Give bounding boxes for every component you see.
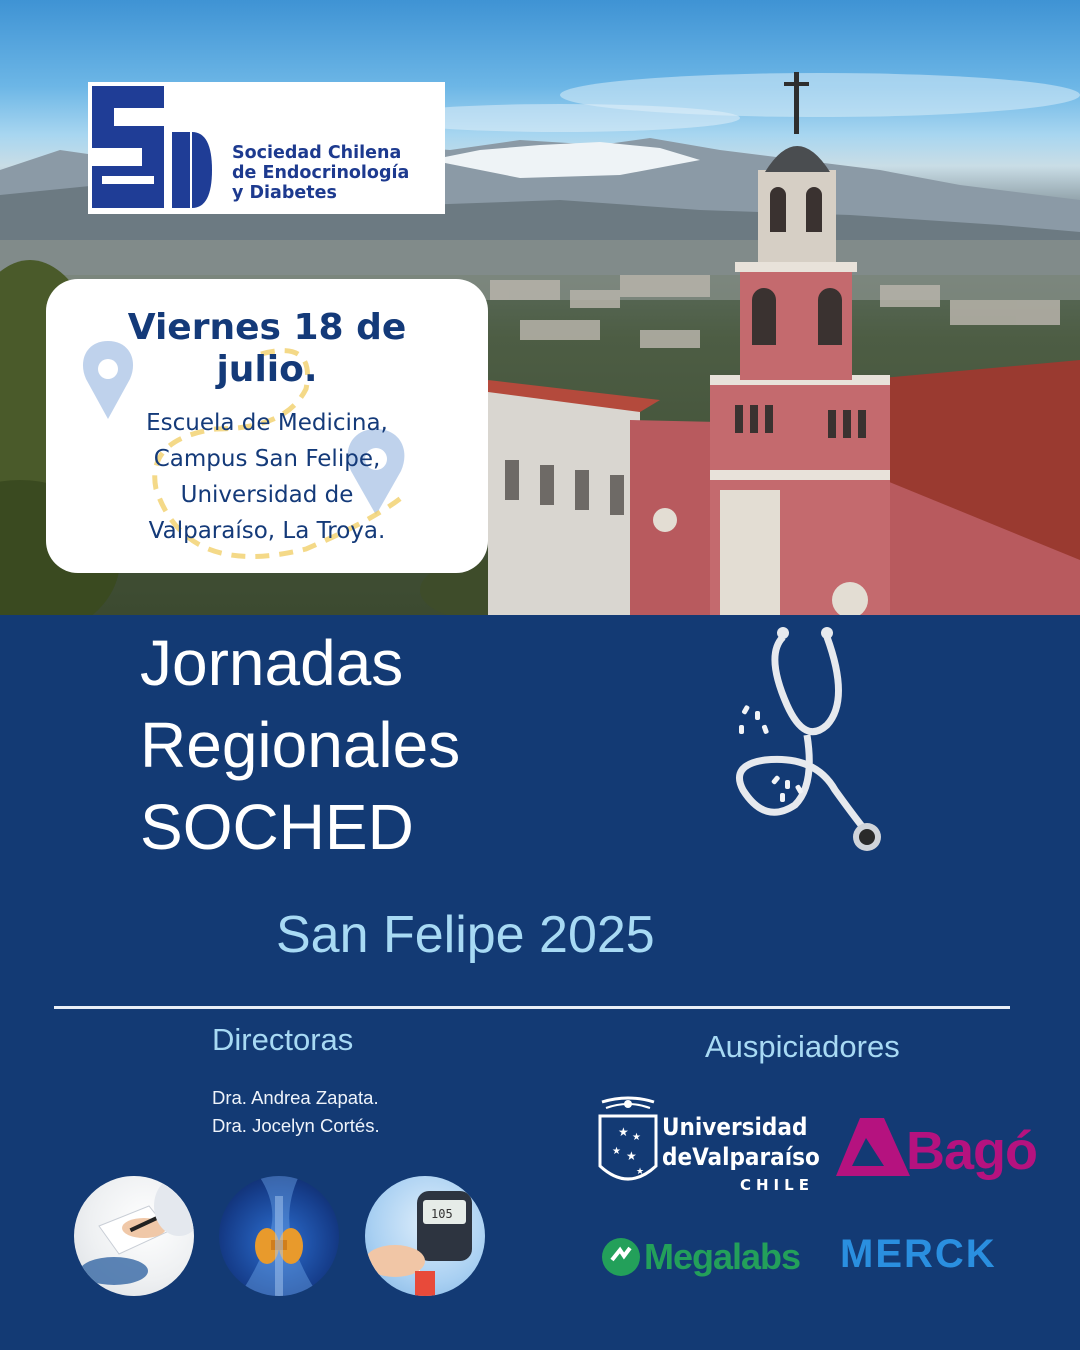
sponsors-heading: Auspiciadores	[705, 1029, 900, 1064]
event-venue-line: Universidad de	[180, 482, 354, 508]
event-venue	[46, 405, 488, 549]
university-name-line: Universidad	[662, 1113, 808, 1141]
directors-heading: Directoras	[212, 1022, 354, 1057]
university-country: CHILE	[740, 1176, 814, 1194]
university-crest-icon	[598, 1096, 658, 1188]
event-title-line: SOCHED	[140, 791, 414, 863]
glucose-meter-photo	[365, 1176, 485, 1296]
university-name-line: deValparaíso	[662, 1143, 820, 1171]
event-title	[140, 622, 460, 868]
megalabs-wordmark: Megalabs	[644, 1236, 801, 1277]
event-info-card	[46, 279, 488, 573]
event-date-line: julio.	[216, 349, 318, 390]
society-name-line: de Endocrinología	[232, 163, 410, 183]
doctor-writing-photo	[74, 1176, 194, 1296]
society-logo-mark-icon	[92, 86, 212, 210]
event-date-line: Viernes 18 de	[127, 307, 407, 348]
event-title-line: Jornadas	[140, 627, 404, 699]
svg-text:★: ★	[612, 1146, 621, 1157]
sponsor-universidad-valparaiso	[598, 1096, 820, 1196]
merck-wordmark: MERCK	[840, 1232, 997, 1276]
svg-text:★: ★	[618, 1125, 629, 1139]
event-subtitle: San Felipe 2025	[276, 906, 655, 964]
stethoscope-icon	[725, 615, 895, 865]
svg-text:★: ★	[632, 1132, 641, 1143]
event-venue-line: Campus San Felipe,	[153, 446, 381, 472]
divider	[54, 1006, 1010, 1009]
sponsor-megalabs	[600, 1232, 815, 1282]
svg-text:105: 105	[431, 1207, 453, 1221]
university-name	[662, 1112, 820, 1172]
thyroid-xray-photo	[219, 1176, 339, 1296]
event-venue-line: Valparaíso, La Troya.	[148, 518, 386, 544]
sponsor-bago	[836, 1114, 1046, 1189]
megalabs-logo-icon	[600, 1236, 642, 1278]
svg-text:★: ★	[626, 1149, 637, 1163]
event-title-line: Regionales	[140, 709, 461, 781]
society-logo	[88, 82, 445, 214]
society-name	[232, 143, 409, 203]
bago-wordmark: Bagó	[906, 1121, 1037, 1181]
svg-text:★: ★	[636, 1167, 645, 1177]
event-venue-line: Escuela de Medicina,	[146, 410, 388, 436]
director-name: Dra. Jocelyn Cortés.	[212, 1115, 380, 1136]
directors-list	[212, 1084, 380, 1140]
society-name-line: y Diabetes	[232, 183, 337, 203]
director-name: Dra. Andrea Zapata.	[212, 1087, 379, 1108]
event-date	[46, 307, 488, 391]
society-name-line: Sociedad Chilena	[232, 143, 402, 163]
bago-logo-icon	[836, 1118, 910, 1180]
sponsor-merck	[840, 1232, 1052, 1276]
